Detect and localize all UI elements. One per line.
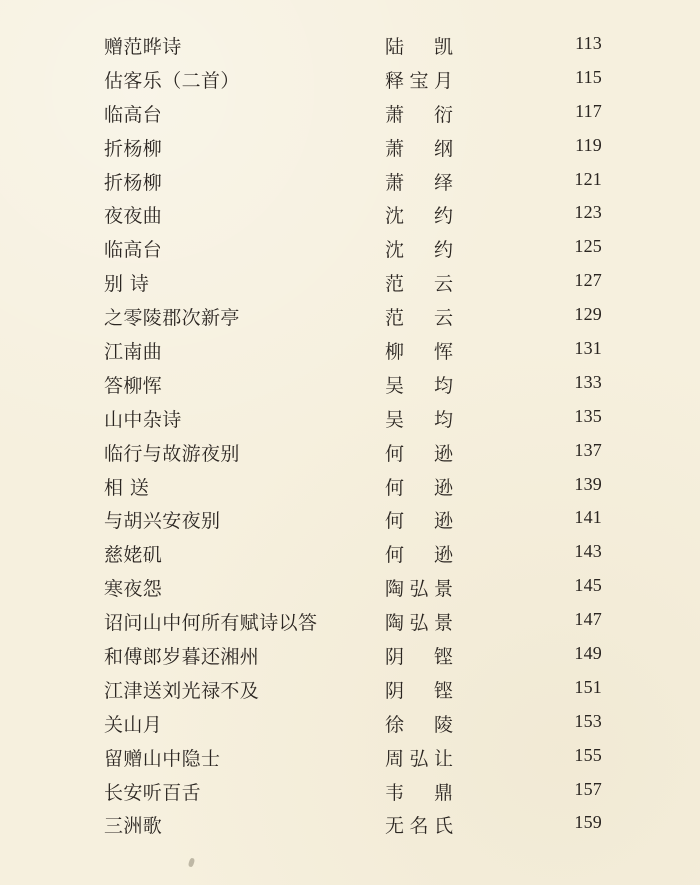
entry-author: 徐陵: [385, 713, 453, 736]
entry-author: 柳恽: [385, 341, 453, 364]
entry-author: 何逊: [385, 476, 453, 499]
list-item: [0, 777, 700, 811]
entry-title: 折杨柳: [104, 137, 163, 160]
entry-title: 江南曲: [104, 341, 163, 364]
entry-author: 何逊: [385, 510, 453, 533]
list-item: [0, 505, 700, 539]
list-item: [0, 234, 700, 268]
entry-author: 吴均: [385, 374, 453, 397]
entry-title: 临行与故游夜别: [104, 442, 240, 465]
entry-title: 临高台: [104, 239, 163, 262]
entry-title: 夜夜曲: [104, 205, 163, 228]
entry-author: 何逊: [385, 544, 453, 567]
entry-author: 阴铿: [385, 646, 453, 669]
list-item: [0, 675, 700, 709]
entry-title: 答柳恽: [104, 374, 163, 397]
list-item: [0, 31, 700, 65]
entry-author: 韦鼎: [385, 781, 453, 804]
list-item: [0, 438, 700, 472]
entry-page-number: 157: [574, 778, 602, 799]
entry-page-number: 147: [574, 609, 602, 630]
list-item: [0, 810, 700, 844]
entry-author: 范云: [385, 307, 453, 330]
list-item: [0, 133, 700, 167]
entry-page-number: 129: [574, 304, 602, 325]
list-item: [0, 65, 700, 99]
list-item: [0, 268, 700, 302]
entry-title: 相 送: [104, 476, 150, 499]
entry-author: 萧衍: [385, 103, 453, 126]
entry-title: 长安听百舌: [104, 781, 202, 804]
paper-spot: [188, 857, 196, 867]
entry-author: 无名氏: [385, 815, 453, 838]
entry-page-number: 159: [574, 812, 602, 833]
list-item: [0, 200, 700, 234]
entry-page-number: 153: [574, 710, 602, 731]
list-item: [0, 404, 700, 438]
list-item: [0, 167, 700, 201]
entry-author: 陶弘景: [385, 612, 453, 635]
entry-title: 与胡兴安夜别: [104, 510, 221, 533]
entry-page-number: 131: [574, 338, 602, 359]
entry-author: 陆凯: [385, 36, 453, 58]
entry-author: 阴铿: [385, 679, 453, 702]
table-of-contents: [0, 31, 700, 844]
entry-author: 吴均: [385, 408, 453, 431]
list-item: [0, 709, 700, 743]
entry-author: 沈约: [385, 205, 453, 228]
entry-title: 和傅郎岁暮还湘州: [104, 646, 260, 669]
entry-page-number: 139: [574, 473, 602, 494]
entry-author: 释宝月: [385, 69, 453, 92]
entry-page-number: 121: [574, 168, 602, 189]
entry-author: 萧绎: [385, 171, 453, 194]
entry-page-number: 141: [574, 507, 602, 528]
entry-page-number: 143: [574, 541, 602, 562]
entry-author: 范云: [385, 273, 453, 296]
entry-author: 周弘让: [385, 747, 453, 770]
entry-title: 赠范晔诗: [104, 36, 182, 58]
entry-page-number: 137: [574, 439, 602, 460]
entry-title: 留赠山中隐士: [104, 747, 221, 770]
list-item: [0, 743, 700, 777]
entry-author: 沈约: [385, 239, 453, 262]
list-item: [0, 641, 700, 675]
entry-page-number: 133: [574, 371, 602, 392]
entry-title: 诏问山中何所有赋诗以答: [104, 612, 318, 635]
entry-title: 寒夜怨: [104, 578, 163, 601]
entry-title: 山中杂诗: [104, 408, 182, 431]
entry-page-number: 151: [574, 676, 602, 697]
list-item: [0, 472, 700, 506]
entry-title: 之零陵郡次新亭: [104, 307, 240, 330]
entry-page-number: 125: [574, 236, 602, 257]
entry-title: 江津送刘光禄不及: [104, 679, 260, 702]
entry-title: 别 诗: [104, 273, 150, 296]
entry-page-number: 113: [575, 33, 602, 53]
list-item: [0, 336, 700, 370]
entry-page-number: 149: [574, 643, 602, 664]
list-item: [0, 370, 700, 404]
entry-author: 陶弘景: [385, 578, 453, 601]
entry-page-number: 127: [574, 270, 602, 291]
entry-author: 萧纲: [385, 137, 453, 160]
list-item: [0, 573, 700, 607]
list-item: [0, 302, 700, 336]
entry-title: 临高台: [104, 103, 163, 126]
entry-page-number: 115: [575, 66, 602, 87]
entry-page-number: 145: [574, 575, 602, 596]
list-item: [0, 539, 700, 573]
entry-page-number: 123: [574, 202, 602, 223]
entry-page-number: 119: [575, 134, 602, 155]
entry-title: 折杨柳: [104, 171, 163, 194]
entry-page-number: 135: [574, 405, 602, 426]
entry-author: 何逊: [385, 442, 453, 465]
entry-page-number: 117: [575, 100, 602, 121]
entry-title: 三洲歌: [104, 815, 163, 838]
list-item: [0, 607, 700, 641]
entry-page-number: 155: [574, 744, 602, 765]
entry-title: 关山月: [104, 713, 163, 736]
entry-title: 估客乐（二首）: [104, 69, 240, 92]
list-item: [0, 99, 700, 133]
entry-title: 慈姥矶: [104, 544, 163, 567]
